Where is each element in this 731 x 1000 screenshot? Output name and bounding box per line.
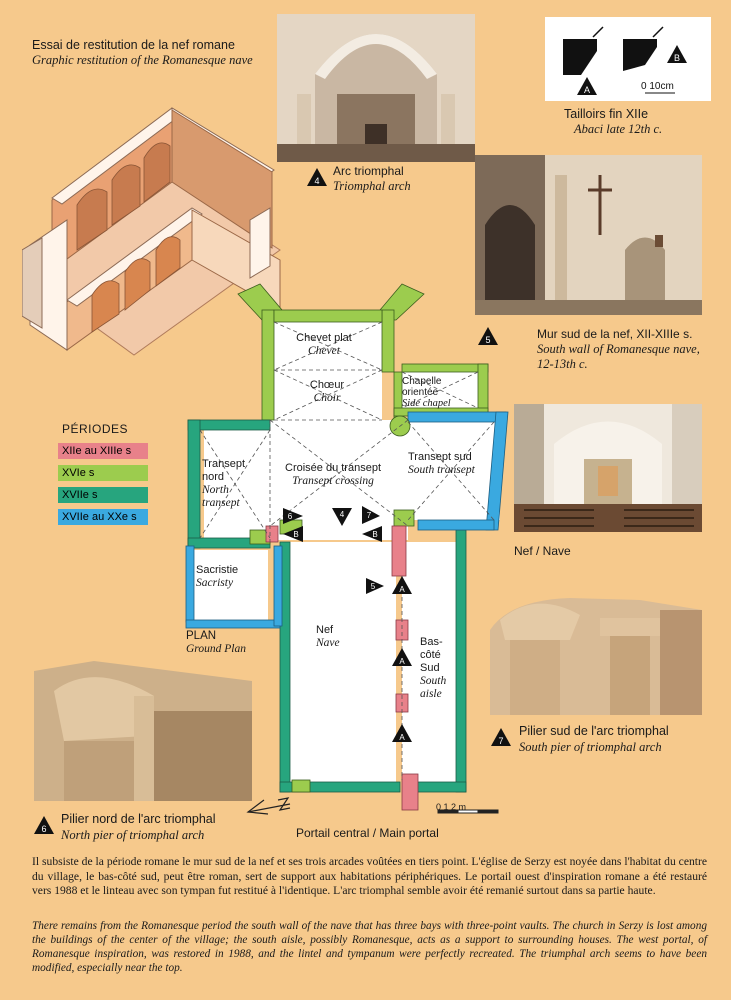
legend-item-17-20: XVIIe au XXe s [58, 509, 148, 525]
legend-title: PÉRIODES [62, 422, 129, 436]
legend-item-17: XVIIe s [58, 487, 148, 503]
plan-scale-label: 0 1 2 m [436, 802, 467, 812]
wall-caption-fr: Mur sud de la nef, XII-XIIIe s. [537, 327, 693, 341]
south-pier-caption-fr: Pilier sud de l'arc triomphal [519, 724, 669, 738]
north-pier-caption-fr: Pilier nord de l'arc triomphal [61, 812, 216, 826]
legend-item-16: XVIe s [58, 465, 148, 481]
abaci-caption-en: Abaci late 12th c. [574, 122, 663, 136]
svg-text:B: B [673, 53, 681, 63]
plan-label-north-transept: Transept nord North transept [202, 458, 246, 509]
plan-label-chevet: Chevet plat Chevet [296, 332, 352, 357]
arc-caption-fr: Arc triomphal [333, 164, 404, 178]
svg-text:4: 4 [339, 510, 345, 519]
svg-text:7: 7 [498, 736, 504, 746]
triangle-marker-6-icon [33, 815, 55, 835]
abaci-scale: 0 10cm [641, 81, 674, 92]
south-pier-caption-en: South pier of triomphal arch [519, 740, 662, 754]
svg-text:5: 5 [370, 582, 376, 591]
svg-text:A: A [399, 585, 405, 594]
svg-text:6: 6 [287, 512, 293, 521]
arc-caption-en: Triomphal arch [333, 179, 411, 193]
plan-label-crossing: Croisée du transept Transept crossing [285, 462, 381, 487]
photo-nave [514, 404, 702, 532]
svg-text:7: 7 [366, 511, 372, 520]
body-text-en: There remains from the Romanesque period the south wall of the nave that has three bays with three-point vaults. The church in Serzy is lost among the buildings of the center of the village; the south aisle, possibly Romanesque, acts as a support to surrounding houses. The west portal, of Romanesque inspiration, was restored in 1988, and the lintel and tympanum were perfectly recreated. The triumphal arch seems to have been modified, especially near the top. [32, 920, 707, 974]
north-pier-caption-en: North pier of triomphal arch [61, 828, 205, 842]
nave-caption: Nef / Nave [514, 544, 571, 558]
plan-label-south-transept: Transept sud South transept [408, 451, 475, 476]
wall-caption-en: South wall of Romanesque nave, 12-13th c. [537, 342, 700, 371]
legend-item-12-13: XIIe au XIIIe s [58, 443, 148, 459]
ground-plan [180, 280, 520, 820]
restitution-title-en: Graphic restitution of the Romanesque nave [32, 53, 253, 67]
svg-text:A: A [399, 733, 405, 742]
plan-label-side-chapel: Chapelle orientée Side chapel [402, 376, 451, 409]
abaci-profile-box [545, 17, 711, 101]
svg-text:A: A [583, 85, 591, 95]
plan-label-nave: Nef Nave [316, 624, 340, 649]
restitution-title-fr: Essai de restitution de la nef romane [32, 38, 235, 52]
plan-label-ground-plan: PLAN Ground Plan [186, 630, 246, 655]
svg-text:6: 6 [41, 824, 47, 834]
plan-label-main-portal: Portail central / Main portal [296, 826, 439, 840]
svg-text:5: 5 [485, 335, 491, 345]
plan-label-sacristy: Sacristie Sacristy [196, 564, 239, 589]
body-text-fr: Il subsiste de la période romane le mur sud de la nef et ses trois arcades voûtées en tiers point. L'église de Serzy est noyée dans l'habitat du centre du village, le bas-côté sud, peut être roman, sert de support aux habitations périphériques. Le portail ouest d'inspiration romane a été restauré vers 1988 et le linteau avec son tympan fut restitué à l'identique. L'arc triomphal semble avoir été remanié surtout dans sa partie haute. [32, 855, 707, 897]
triangle-marker-4-icon [306, 167, 328, 187]
svg-text:B: B [293, 530, 299, 539]
photo-triumphal-arch [277, 14, 475, 162]
svg-text:A: A [399, 657, 405, 666]
photo-south-pier [490, 590, 702, 715]
svg-text:B: B [372, 530, 378, 539]
plan-label-choir: Chœur Choir [309, 379, 345, 404]
abaci-caption-fr: Tailloirs fin XIIe [564, 107, 649, 121]
svg-text:4: 4 [314, 176, 320, 186]
plan-label-south-aisle: Bas-côté Sud South aisle [420, 636, 447, 700]
